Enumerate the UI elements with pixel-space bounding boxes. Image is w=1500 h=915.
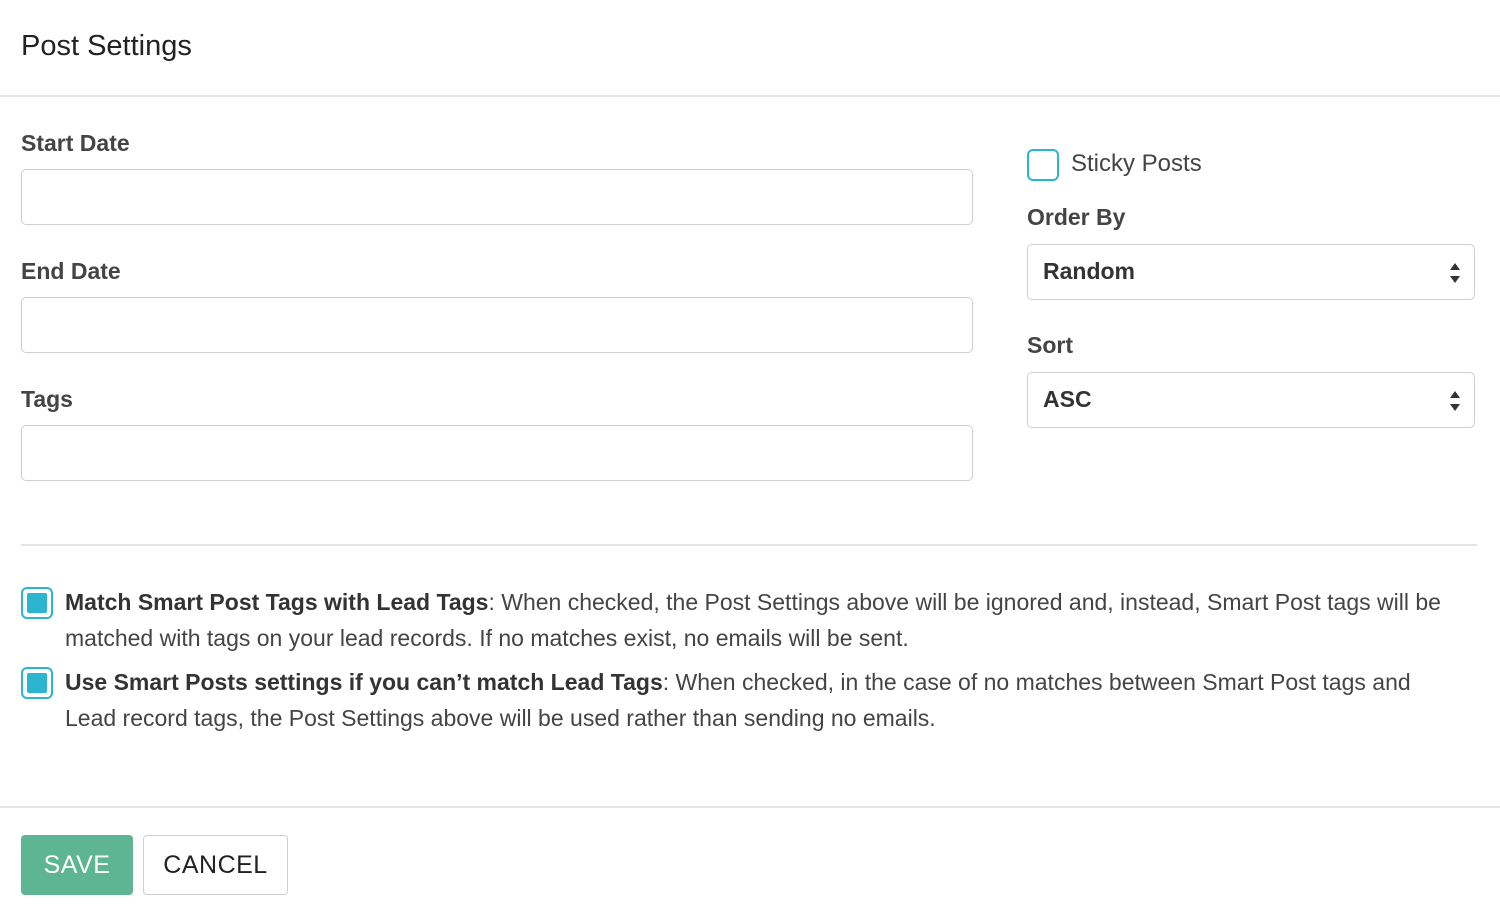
use-smart-posts-settings-checkbox[interactable]	[21, 667, 53, 699]
checkbox-checked-indicator	[27, 673, 47, 693]
sort-select[interactable]	[1027, 372, 1475, 428]
end-date-label: End Date	[21, 258, 121, 284]
tags-input[interactable]	[21, 425, 973, 481]
match-lead-tags-option	[65, 584, 1465, 656]
use-smart-posts-settings-option	[65, 664, 1465, 736]
section-divider	[21, 544, 1477, 546]
order-by-select[interactable]	[1027, 244, 1475, 300]
order-by-label: Order By	[1027, 204, 1126, 230]
sort-label: Sort	[1027, 332, 1073, 358]
tags-label: Tags	[21, 386, 73, 412]
match-lead-tags-checkbox[interactable]	[21, 587, 53, 619]
select-arrows-icon	[1448, 387, 1462, 415]
select-arrows-icon	[1448, 259, 1462, 287]
checkbox-checked-indicator	[27, 593, 47, 613]
page-title: Post Settings	[21, 30, 192, 62]
sticky-posts-checkbox[interactable]	[1027, 149, 1059, 181]
start-date-label: Start Date	[21, 130, 130, 156]
order-by-value: Random	[1043, 258, 1135, 284]
footer-divider	[0, 806, 1500, 808]
modal-header	[0, 0, 1500, 97]
start-date-input[interactable]	[21, 169, 973, 225]
option-title: Match Smart Post Tags with Lead Tags	[65, 589, 489, 615]
option-description: : When checked, the Post Settings above will be ignored and, instead, Smart Post tags will be matched with tags on your lead records. If no matches exist, no emails will be sent.	[65, 589, 1441, 651]
option-title: Use Smart Posts settings if you can’t match Lead Tags	[65, 669, 663, 695]
cancel-button[interactable]: CANCEL	[143, 835, 288, 895]
save-button[interactable]: SAVE	[21, 835, 133, 895]
option-description: : When checked, in the case of no matches between Smart Post tags and Lead record tags, the Post Settings above will be used rather than sending no emails.	[65, 669, 1411, 731]
sticky-posts-label: Sticky Posts	[1071, 150, 1202, 177]
sort-value: ASC	[1043, 386, 1092, 412]
end-date-input[interactable]	[21, 297, 973, 353]
